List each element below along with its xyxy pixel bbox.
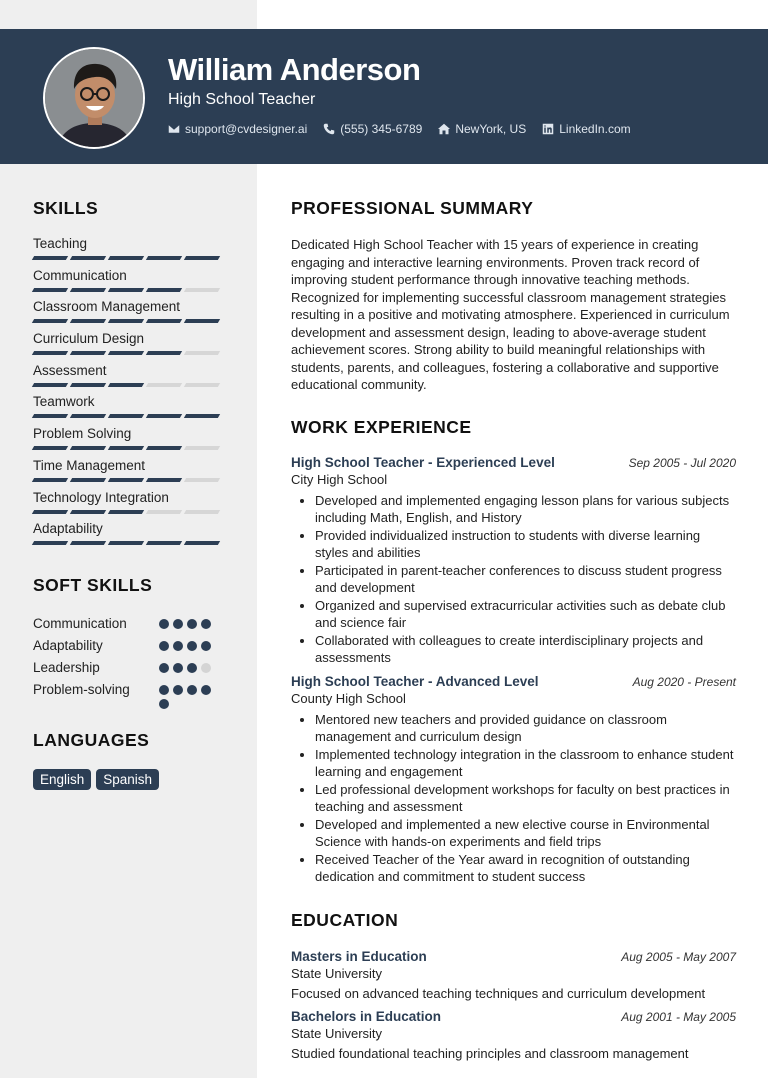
job-title: High School Teacher - Advanced Level xyxy=(291,673,539,689)
job-bullet: • Received Teacher of the Year award in recognition of outstanding dedication and commitment to student success xyxy=(315,851,736,886)
soft-skill-rating xyxy=(159,638,221,651)
soft-skill-rating xyxy=(159,616,221,629)
education-entry xyxy=(291,949,736,1001)
skill-item xyxy=(33,331,223,363)
envelope-icon xyxy=(168,123,180,135)
skill-level-segment xyxy=(70,383,106,387)
skill-level-segment xyxy=(70,256,106,260)
job-bullet: • Provided individualized instruction to students with diverse learning styles and abilities xyxy=(315,527,736,562)
education-date: Aug 2001 - May 2005 xyxy=(621,1009,736,1024)
candidate-name: William Anderson xyxy=(168,52,421,87)
degree-title: Masters in Education xyxy=(291,948,427,964)
job-organization: City High School xyxy=(291,471,388,487)
rating-dot xyxy=(201,685,211,695)
job-bullet: • Implemented technology integration in the classroom to enhance student learning and engagement xyxy=(315,746,736,781)
rating-dot xyxy=(173,685,183,695)
skill-item xyxy=(33,363,223,395)
language-tag: English xyxy=(33,769,91,790)
skill-level-segment xyxy=(184,256,220,260)
skill-item xyxy=(33,490,223,522)
contact-phone-text: (555) 345-6789 xyxy=(340,122,423,136)
skill-level-segment xyxy=(70,478,106,482)
education-heading: EDUCATION xyxy=(291,909,399,930)
skill-level-segment xyxy=(108,478,144,482)
job-date: Sep 2005 - Jul 2020 xyxy=(628,455,736,470)
skill-label: Teaching xyxy=(33,236,88,251)
skill-level-segment xyxy=(184,414,220,418)
skill-level-segment xyxy=(32,319,68,323)
job-bullet: • Collaborated with colleagues to create interdisciplinary projects and assessments xyxy=(315,632,736,667)
education-header xyxy=(291,949,736,964)
education-description: Focused on advanced teaching techniques and curriculum development xyxy=(291,985,706,1001)
school-name: State University xyxy=(291,965,383,981)
skill-label: Teamwork xyxy=(33,394,95,410)
skill-level-segment xyxy=(32,541,68,545)
skill-level-segment xyxy=(32,256,68,260)
skill-level-segment xyxy=(70,446,106,450)
job-header xyxy=(291,674,736,689)
skill-level-segment xyxy=(108,541,144,545)
skill-level-segment xyxy=(184,351,220,355)
summary-text: Dedicated High School Teacher with 15 years of experience in creating engaging and interactive learning environments. Proven track record of improving student performance through innovative teaching methods. Recognized for implementing successful classroom management strategies resulting in a positive and motivating atmosphere. Experienced in curriculum development and assessment design, leading to above-average student achievement scores. Strong ability to build meaningful relationships with students, parents, and colleagues, fostering a collaborative and supportive educational community. xyxy=(291,237,730,392)
job-entry xyxy=(291,455,736,667)
skill-level-bar xyxy=(33,288,223,292)
skill-level-segment xyxy=(108,510,144,514)
skill-item xyxy=(33,426,223,458)
skill-label: Adaptability xyxy=(33,521,103,537)
skill-level-bar xyxy=(33,256,223,260)
main-content xyxy=(291,198,736,1061)
skill-level-bar xyxy=(33,478,223,482)
job-title: High School Teacher - Experienced Level xyxy=(291,454,555,470)
skill-item xyxy=(33,394,223,426)
skill-label: Classroom Management xyxy=(33,299,181,315)
job-bullets xyxy=(291,711,736,886)
candidate-title: High School Teacher xyxy=(168,91,316,108)
skill-level-bar xyxy=(33,351,223,355)
languages-list xyxy=(33,769,223,790)
skill-level-segment xyxy=(32,478,68,482)
skill-level-segment xyxy=(146,446,182,450)
rating-dot xyxy=(201,619,211,629)
skill-level-segment xyxy=(32,414,68,418)
skill-level-segment xyxy=(146,351,182,355)
rating-dot xyxy=(187,619,197,629)
skill-level-segment xyxy=(108,446,144,450)
skill-label: Assessment xyxy=(33,362,107,378)
skill-item xyxy=(33,268,223,300)
rating-dot xyxy=(201,641,211,651)
skill-level-bar xyxy=(33,414,223,418)
soft-skill-item xyxy=(33,660,223,682)
contact-location xyxy=(438,122,526,136)
skill-level-bar xyxy=(33,510,223,514)
rating-dot xyxy=(159,641,169,651)
job-bullet: • Developed and implemented a new elective course in Environmental Science with hands-on experiments and field trips xyxy=(315,816,736,851)
rating-dot xyxy=(201,663,211,673)
rating-dot xyxy=(159,685,169,695)
skill-label: Technology Integration xyxy=(33,489,169,505)
soft-skill-label: Adaptability xyxy=(33,637,103,653)
soft-skill-rating xyxy=(159,660,221,673)
contact-location-text: NewYork, US xyxy=(455,122,527,136)
soft-skill-item xyxy=(33,616,223,638)
skill-level-segment xyxy=(146,510,182,514)
job-organization: County High School xyxy=(291,690,406,706)
skill-level-segment xyxy=(70,414,106,418)
profile-photo xyxy=(45,49,145,149)
rating-dot xyxy=(187,685,197,695)
contact-email-text: support@cvdesigner.ai xyxy=(185,122,308,136)
skill-level-segment xyxy=(70,288,106,292)
skill-level-segment xyxy=(184,383,220,387)
languages-heading: LANGUAGES xyxy=(33,729,150,750)
rating-dot xyxy=(173,619,183,629)
job-entry xyxy=(291,674,736,886)
rating-dot xyxy=(159,619,169,629)
skill-level-bar xyxy=(33,319,223,323)
skill-level-segment xyxy=(32,288,68,292)
rating-dot xyxy=(187,663,197,673)
avatar xyxy=(43,47,145,149)
job-bullet: • Led professional development workshops for faculty on best practices in teaching and assessment xyxy=(315,781,736,816)
sidebar xyxy=(33,198,223,790)
skill-level-segment xyxy=(70,351,106,355)
skill-level-segment xyxy=(70,541,106,545)
rating-dot xyxy=(173,663,183,673)
skill-label: Problem Solving xyxy=(33,426,132,442)
education-date: Aug 2005 - May 2007 xyxy=(621,949,736,964)
soft-skills-heading: SOFT SKILLS xyxy=(33,574,153,595)
skill-level-segment xyxy=(146,478,182,482)
skill-level-segment xyxy=(184,288,220,292)
skill-level-segment xyxy=(146,541,182,545)
skill-level-segment xyxy=(32,383,68,387)
skill-item xyxy=(33,458,223,490)
job-header xyxy=(291,455,736,470)
skill-level-bar xyxy=(33,383,223,387)
skill-level-segment xyxy=(70,319,106,323)
skill-level-segment xyxy=(32,510,68,514)
skills-heading: SKILLS xyxy=(33,198,99,218)
phone-icon xyxy=(323,123,335,135)
skill-level-segment xyxy=(108,414,144,418)
skill-level-segment xyxy=(32,351,68,355)
skill-level-segment xyxy=(184,446,220,450)
skill-level-segment xyxy=(108,288,144,292)
skill-level-segment xyxy=(184,319,220,323)
skill-label: Time Management xyxy=(33,457,146,473)
skills-list xyxy=(33,236,223,553)
education-list xyxy=(291,949,736,1061)
skill-level-segment xyxy=(184,541,220,545)
soft-skill-item xyxy=(33,638,223,660)
skill-level-segment xyxy=(146,383,182,387)
jobs-list xyxy=(291,455,736,886)
contact-email[interactable] xyxy=(168,122,307,136)
skill-item xyxy=(33,236,223,268)
job-bullet: • Mentored new teachers and provided guidance on classroom management and curriculum design xyxy=(315,711,736,746)
skill-level-segment xyxy=(146,319,182,323)
skill-level-segment xyxy=(70,510,106,514)
contact-linkedin-text: LinkedIn.com xyxy=(559,122,631,136)
rating-dot xyxy=(187,641,197,651)
degree-title: Bachelors in Education xyxy=(291,1008,442,1024)
school-name: State University xyxy=(291,1025,383,1041)
summary-heading: PROFESSIONAL SUMMARY xyxy=(291,198,534,218)
skill-level-segment xyxy=(184,510,220,514)
skill-level-bar xyxy=(33,446,223,450)
work-heading: WORK EXPERIENCE xyxy=(291,416,472,437)
soft-skill-rating xyxy=(159,682,221,709)
language-tag: Spanish xyxy=(96,769,159,790)
job-bullet: • Organized and supervised extracurricular activities such as debate club and science fair xyxy=(315,597,736,632)
skill-level-segment xyxy=(146,414,182,418)
job-bullet: • Participated in parent-teacher conferences to discuss student progress and development xyxy=(315,562,736,597)
education-header xyxy=(291,1009,736,1024)
education-description: Studied foundational teaching principles and classroom management xyxy=(291,1045,689,1061)
resume-header xyxy=(0,29,768,164)
skill-level-segment xyxy=(108,383,144,387)
rating-dot xyxy=(173,641,183,651)
job-bullets xyxy=(291,492,736,667)
skill-level-segment xyxy=(108,351,144,355)
skill-label: Communication xyxy=(33,267,127,283)
skill-level-segment xyxy=(184,478,220,482)
skill-level-segment xyxy=(146,256,182,260)
contact-phone[interactable] xyxy=(323,122,422,136)
skill-level-segment xyxy=(32,446,68,450)
soft-skill-label: Communication xyxy=(33,615,127,631)
home-icon xyxy=(438,123,450,135)
rating-dot xyxy=(159,663,169,673)
linkedin-icon xyxy=(542,123,554,135)
skill-item xyxy=(33,299,223,331)
job-date: Aug 2020 - Present xyxy=(632,674,736,689)
skill-level-segment xyxy=(146,288,182,292)
contact-linkedin[interactable] xyxy=(542,122,630,136)
skill-level-segment xyxy=(108,256,144,260)
job-bullet: • Developed and implemented engaging lesson plans for various subjects including Math, English, and History xyxy=(315,492,736,527)
skill-item xyxy=(33,521,223,553)
soft-skill-label: Leadership xyxy=(33,659,100,675)
skill-level-bar xyxy=(33,541,223,545)
soft-skills-list xyxy=(33,616,223,704)
contact-list xyxy=(168,122,631,136)
rating-dot xyxy=(159,699,169,709)
soft-skill-label: Problem-solving xyxy=(33,681,130,697)
skill-level-segment xyxy=(108,319,144,323)
skill-label: Curriculum Design xyxy=(33,331,145,347)
education-entry xyxy=(291,1009,736,1061)
soft-skill-item xyxy=(33,682,223,704)
